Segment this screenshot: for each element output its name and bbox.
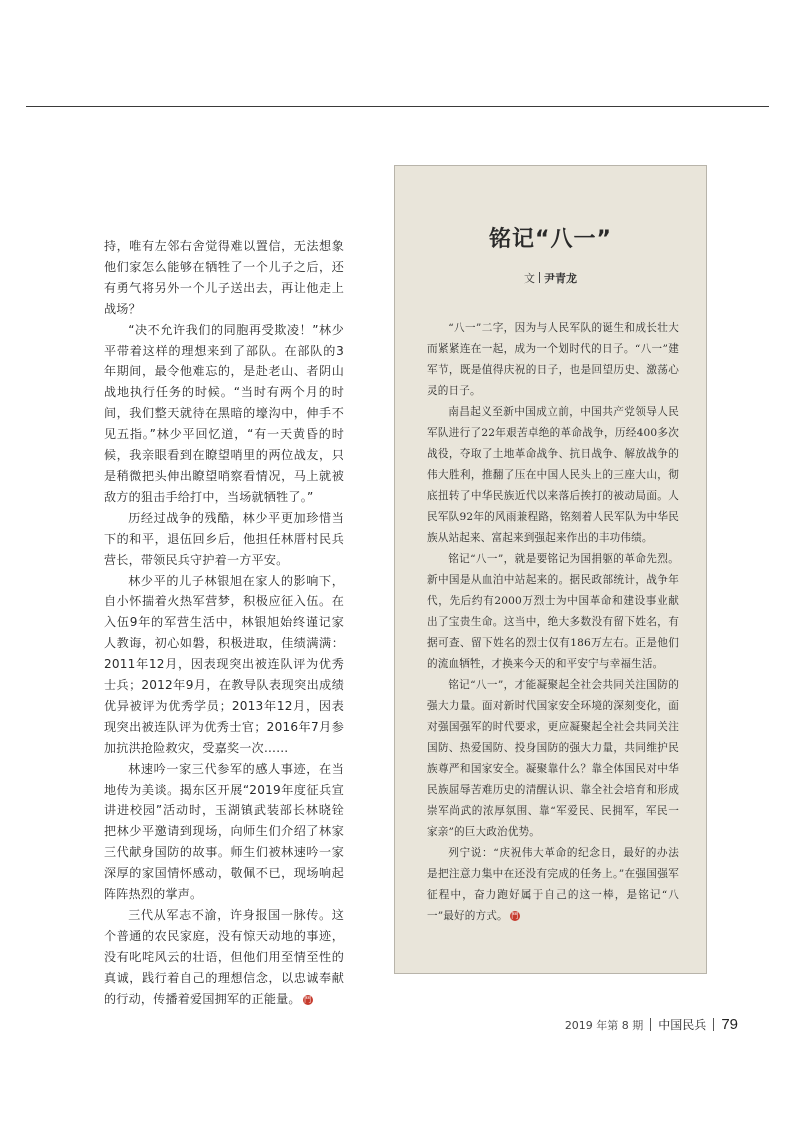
article-paragraph: 林少平的儿子林银旭在家人的影响下，自小怀揣着火热军营梦，积极应征入伍。在入伍9年的军营生活中，林银旭始终谨记家人教诲，初心如磐，积极进取，佳绩满满：2011年12月，因表现突出被连队评为优秀士兵；2012年9月，在教导队表现突出成绩优异被评为优秀学员；2013年12月，因表现突出被连队评为优秀士官；2016年7月参加抗洪抢险救灾，受嘉奖一次…… [104,573,344,755]
end-mark-icon: 鬥 [304,995,312,1004]
byline-divider [539,272,540,283]
footer-divider [650,1018,651,1031]
sidebar-byline [395,270,706,286]
issue-label: 2019 年第 8 期 [564,1018,644,1032]
sidebar-paragraph: “八一”二字，因为与人民军队的诞生和成长壮大而紧紧连在一起，成为一个划时代的日子。“八一”建军节，既是值得庆祝的日子，也是回望历史、激荡心灵的日子。 [427,322,679,397]
article-paragraph: 历经过战争的残酷，林少平更加珍惜当下的和平，退伍回乡后，他担任林厝村民兵营长，带领民兵守护着一方平安。 [104,510,344,567]
sidebar-paragraph-final [427,843,679,927]
page-footer [565,1016,738,1033]
page-number: 79 [721,1016,738,1033]
article-paragraph: “决不允许我们的同胞再受欺凌！”林少平带着这样的理想来到了部队。在部队的3年期间，最令他难忘的，是赴老山、者阴山战地执行任务的时候。“当时有两个月的时间，我们整天就待在黑暗的壕沟中，伸手不见五指。”林少平回忆道，“有一天黄昏的时候，我亲眼看到在瞭望哨里的两位战友，只是稍微把头伸出瞭望哨察看情况，马上就被敌方的狙击手给打中，当场就牺牲了。” [104,322,344,504]
article-paragraph: 林速吟一家三代参军的感人事迹，在当地传为美谈。揭东区开展“2019年度征兵宣讲进校园”活动时，玉湖镇武装部长林晓铨把林少平邀请到现场，向师生们介绍了林家三代献身国防的故事。师生们被林速吟一家深厚的家国情怀感动，敬佩不已，现场响起阵阵热烈的掌声。 [104,761,344,902]
article-paragraph-final [104,905,344,1010]
sidebar-body [427,318,679,927]
byline-author: 尹青龙 [544,272,577,285]
sidebar-paragraph: 南昌起义至新中国成立前，中国共产党领导人民军队进行了22年艰苦卓绝的革命战争，历经400多次战役，夺取了土地革命战争、抗日战争、解放战争的伟大胜利，推翻了压在中国人民头上的三座大山，彻底扭转了中华民族近代以来落后挨打的被动局面。人民军队92年的风雨兼程路，铭刻着人民军队为中华民族从站起来、富起来到强起来作出的丰功伟绩。 [427,406,679,544]
sidebar-paragraph: 铭记“八一”，才能凝聚起全社会共同关注国防的强大力量。面对新时代国家安全环境的深刻变化，面对强国强军的时代要求，更应凝聚起全社会共同关注国防、热爱国防、投身国防的强大力量，共同维护民族尊严和国家安全。凝聚靠什么？靠全体国民对中华民族屈辱苦难历史的清醒认识、靠全社会培育和形成崇军尚武的浓厚氛围、靠“军爱民、民拥军，军民一家亲”的巨大政治优势。 [427,679,679,838]
byline-prefix: 文 [524,272,535,285]
article-paragraph: 持，唯有左邻右舍觉得难以置信，无法想象他们家怎么能够在牺牲了一个儿子之后，还有勇气将另外一个儿子送出去，再让他走上战场？ [104,239,344,316]
footer-divider [713,1018,714,1031]
sidebar-title: 铭记“八一” [489,227,612,252]
sidebar-paragraph-text: 列宁说：“庆祝伟大革命的纪念日，最好的办法是把注意力集中在还没有完成的任务上。”在强国强军征程中，奋力跑好属于自己的这一棒，是铭记“八一”最好的方式。 [427,847,679,922]
article-paragraph-text: 三代从军志不渝，许身报国一脉传。这个普通的农民家庭，没有惊天动地的事迹，没有叱咤风云的壮语，但他们用至情至性的真诚，践行着自己的理想信念，以忠诚奉献的行动，传播着爱国拥军的正能量。 [104,908,344,1006]
header-rule [26,106,769,107]
article-body-left [104,236,344,1010]
magazine-name: 中国民兵 [658,1018,707,1032]
sidebar-box [394,165,707,974]
sidebar-paragraph: 铭记“八一”，就是要铭记为国捐躯的革命先烈。新中国是从血泊中站起来的。据民政部统计，战争年代，先后约有2000万烈士为中国革命和建设事业献出了宝贵生命。这当中，绝大多数没有留下姓名，有据可查、留下姓名的烈士仅有186万左右。正是他们的流血牺牲，才换来今天的和平安宁与幸福生活。 [427,553,679,670]
end-mark-icon: 鬥 [511,912,519,920]
